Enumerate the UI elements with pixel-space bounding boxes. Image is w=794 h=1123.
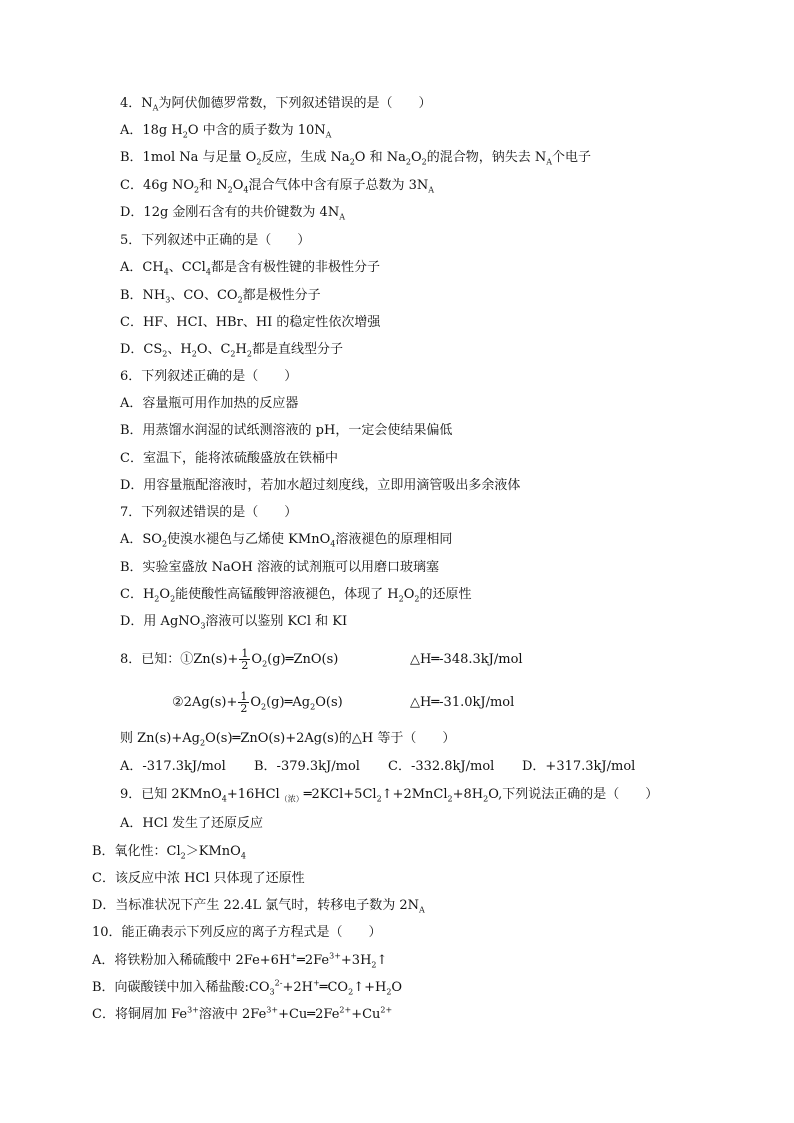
q8-options xyxy=(120,759,636,775)
q8-option-a: A．-317.3kJ/mol xyxy=(120,759,226,774)
q6-option-d: D．用容量瓶配溶液时，若加水超过刻度线，立即用滴管吸出多余液体 xyxy=(120,478,521,493)
q8-option-d: D．+317.3kJ/mol xyxy=(522,759,636,774)
q8-option-c: C．-332.8kJ/mol xyxy=(388,759,495,774)
q4-stem: 4．$N_A$为阿伏伽德罗常数，下列叙述错误的是（ ） xyxy=(120,96,432,113)
q8-delta-h-2: △H═-31.0kJ/mol xyxy=(410,695,515,710)
fraction-one-half: $\frac{1}{2}$ xyxy=(241,647,249,672)
q10-option-b: B．向碳酸镁中加入稀盐酸$:CO_3^{2-}+2H^+═CO_2↑+H_2O$ xyxy=(92,978,403,997)
q6-stem: 6．下列叙述正确的是（ ） xyxy=(120,369,298,384)
q4-option-b: B．1mol Na 与足量 $O_2$反应，生成 $Na_2O$ 和 $Na_2O_2$的混合物，钠失去 $N_A$个电子 xyxy=(120,150,592,167)
q8-ask: 则 $Zn(s)+Ag_2O(s)═ZnO(s)+2Ag(s)$的△H 等于（ ） xyxy=(120,731,456,748)
q7-option-c: C．$H_2O_2$能使酸性高锰酸钾溶液褪色，体现了 $H_2O_2$的还原性 xyxy=(120,587,472,604)
q5-option-d: D．$CS_2$、$H_2O$、$C_2H_2$都是直线型分子 xyxy=(120,342,343,359)
q4-option-c: C．46g $NO_2$和 $N_2O_4$混合气体中含有原子总数为 $3N_A$ xyxy=(120,178,435,195)
q5-option-a: A．$CH_4$、CCl$_4$都是含有极性键的非极性分子 xyxy=(120,260,380,277)
q5-option-b: B．$NH_3$、CO、$CO_2$都是极性分子 xyxy=(120,288,321,305)
q4-option-d: D．12g 金刚石含有的共价键数为 $4N_A$ xyxy=(120,205,345,222)
q10-option-a: A．将铁粉加入稀硫酸中 $2Fe+6H^+═2Fe^{3+}+3H_2↑$ xyxy=(92,951,388,970)
q8-equation-1: 8．已知：①Zn(s)+ $\frac{1}{2}$ $O_2(g)═ZnO(s)$ xyxy=(120,647,339,672)
q7-option-d: D．用 AgNO$_3$溶液可以鉴别 KCl 和 KI xyxy=(120,614,348,631)
q9-stem: 9．已知 $2KMnO_4+16HCl_{(浓)}═2KCl+5Cl_2↑+2MnCl_2+8H_2O$,下列说法正确的是（ ） xyxy=(120,787,659,804)
fraction-one-half: $\frac{1}{2}$ xyxy=(240,690,248,715)
q9-option-b: B．氧化性：$Cl_2>KMnO_4$ xyxy=(92,844,246,861)
q5-stem: 5．下列叙述中正确的是（ ） xyxy=(120,233,311,248)
q9-option-d: D．当标准状况下产生 22.4L 氯气时，转移电子数为 $2N_A$ xyxy=(92,898,425,915)
q6-option-c: C．室温下，能将浓硫酸盛放在铁桶中 xyxy=(120,451,338,466)
q9-option-c: C．该反应中浓 HCl 只体现了还原性 xyxy=(92,871,305,886)
q10-option-c: C．将铜屑加 $Fe^{3+}$溶液中 $2Fe^{3+}+Cu═2Fe^{2+}+Cu^{2+}$ xyxy=(92,1005,393,1022)
q6-option-a: A．容量瓶可用作加热的反应器 xyxy=(120,396,299,411)
q8-delta-h-1: △H═-348.3kJ/mol xyxy=(410,652,523,667)
q10-stem: 10．能正确表示下列反应的离子方程式是（ ） xyxy=(92,925,382,940)
q9-option-a: A．HCl 发生了还原反应 xyxy=(120,816,263,831)
q7-option-b: B．实验室盛放 NaOH 溶液的试剂瓶可以用磨口玻璃塞 xyxy=(120,560,439,575)
q7-stem: 7．下列叙述错误的是（ ） xyxy=(120,505,298,520)
q6-option-b: B．用蒸馏水润湿的试纸测溶液的 pH，一定会使结果偏低 xyxy=(120,423,453,438)
q4-option-a: A．18g $H_2O$ 中含的质子数为 $10N_A$ xyxy=(120,123,332,140)
q7-option-a: A．$SO_2$使溴水褪色与乙烯使 KMnO$_4$溶液褪色的原理相同 xyxy=(120,532,453,549)
q8-equation-2: ②2Ag(s)+ $\frac{1}{2}$ $O_2(g)═Ag_2O(s)$ xyxy=(172,690,343,715)
q5-option-c: C．HF、HCI、HBr、HI 的稳定性依次增强 xyxy=(120,315,381,330)
q8-option-b: B．-379.3kJ/mol xyxy=(254,759,360,774)
